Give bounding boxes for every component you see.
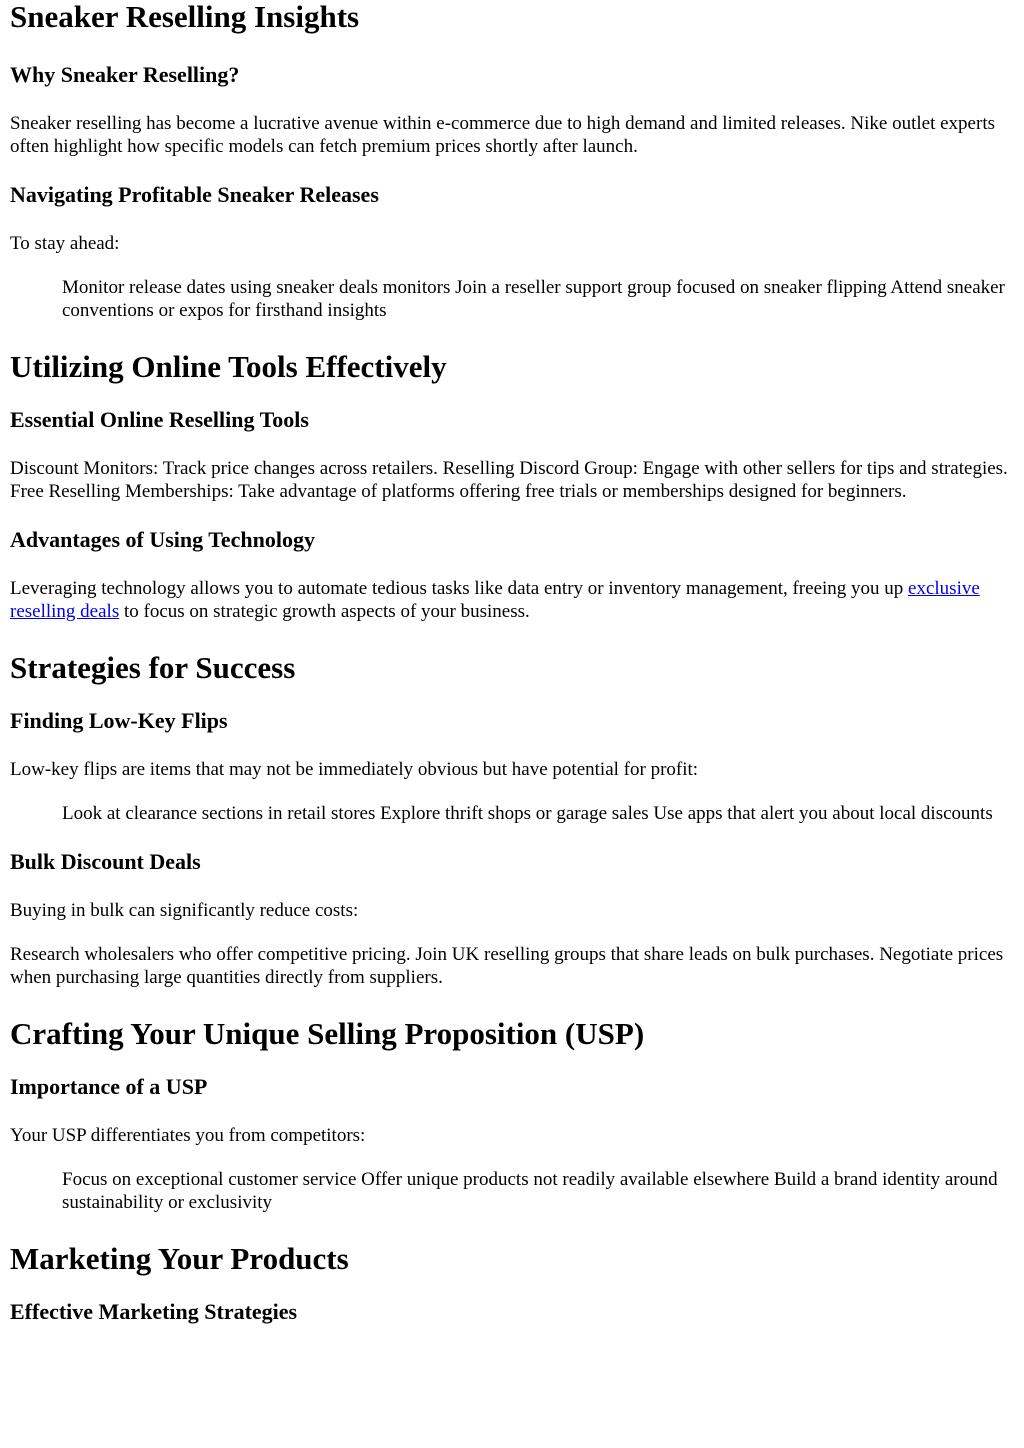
heading-importance-usp: Importance of a USP [10,1074,208,1099]
heading-navigating-releases: Navigating Profitable Sneaker Releases [10,182,379,207]
heading-why-sneaker-reselling: Why Sneaker Reselling? [10,62,240,87]
list-stay-ahead: Monitor release dates using sneaker deals monitors Join a reseller support group focused on sneaker flipping Attend sneaker conventions or expos for firsthand insights [62,277,1005,321]
heading-essential-tools: Essential Online Reselling Tools [10,407,309,432]
heading-advantages-technology: Advantages of Using Technology [10,527,316,552]
heading-strategies-success: Strategies for Success [10,650,296,685]
heading-marketing-products: Marketing Your Products [10,1241,349,1276]
page-title: Sneaker Reselling Insights [10,0,360,34]
paragraph-why: Sneaker reselling has become a lucrative avenue within e-commerce due to high demand and limited releases. Nike outlet experts often highlight how specific models can fetch premium prices shortly after launch. [10,113,995,157]
paragraph-advantages [10,577,1014,623]
heading-online-tools: Utilizing Online Tools Effectively [10,349,447,384]
heading-low-key-flips: Finding Low-Key Flips [10,708,228,733]
list-low-key-flips: Look at clearance sections in retail stores Explore thrift shops or garage sales Use apps that alert you about local discounts [62,803,993,824]
heading-bulk-discount-deals: Bulk Discount Deals [10,849,201,874]
paragraph-essential-tools: Discount Monitors: Track price changes across retailers. Reselling Discord Group: Engage with other sellers for tips and strategies. Free Reselling Memberships: Take advantage of platforms offering free trials or memberships designed for beginners. [10,458,1008,502]
advantages-text-after: to focus on strategic growth aspects of your business. [119,601,530,622]
list-importance-usp: Focus on exceptional customer service Offer unique products not readily available elsewhere Build a brand identity around sustainability or exclusivity [62,1169,998,1213]
paragraph-stay-ahead: To stay ahead: [10,233,120,254]
paragraph-importance-usp: Your USP differentiates you from competitors: [10,1125,366,1146]
heading-usp: Crafting Your Unique Selling Proposition (USP) [10,1016,645,1051]
exclusive-reselling-deals-link[interactable]: exclusive reselling deals [10,578,980,622]
paragraph-bulk-list: Research wholesalers who offer competitive pricing. Join UK reselling groups that share leads on bulk purchases. Negotiate prices when purchasing large quantities directly from suppliers. [10,944,1004,988]
paragraph-low-key-flips: Low-key flips are items that may not be immediately obvious but have potential for profit: [10,759,699,780]
paragraph-bulk: Buying in bulk can significantly reduce costs: [10,900,359,921]
advantages-text-before: Leveraging technology allows you to automate tedious tasks like data entry or inventory management, freeing you up [10,578,909,599]
heading-effective-marketing: Effective Marketing Strategies [10,1299,298,1324]
